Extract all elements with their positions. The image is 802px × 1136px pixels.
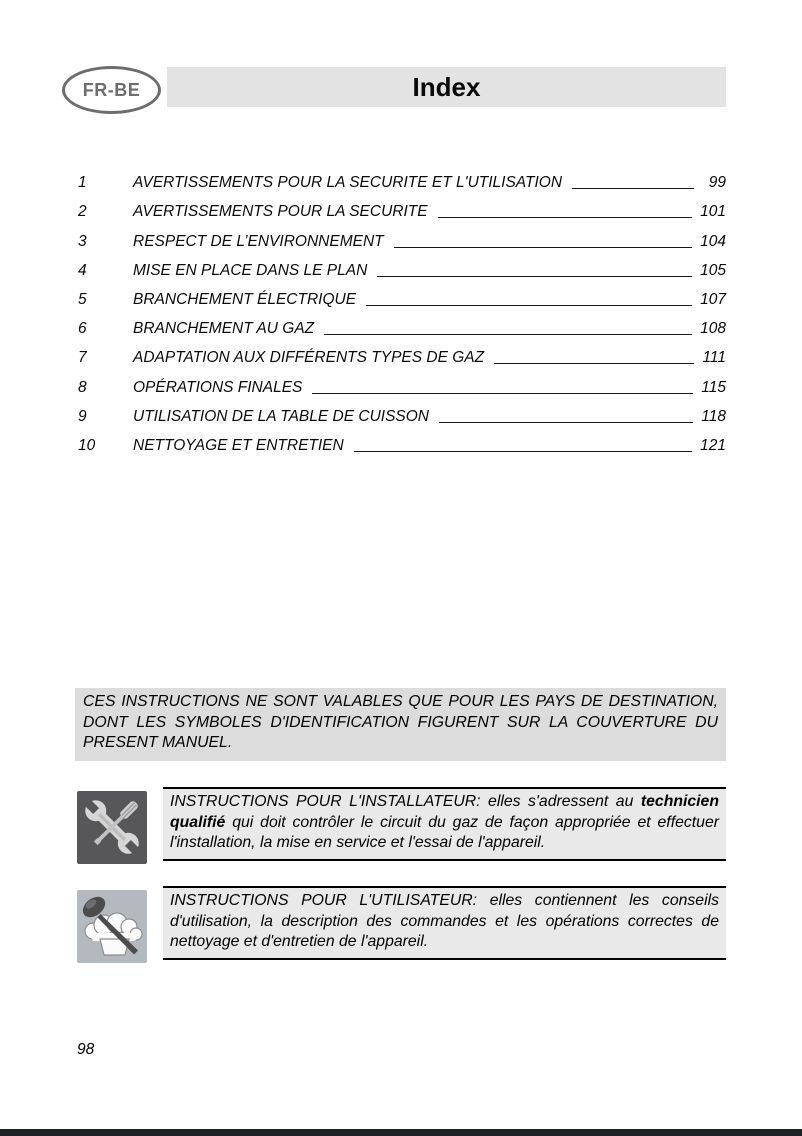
toc-row (78, 397, 726, 426)
toc-leader-line (312, 393, 693, 394)
toc-entry-number: 1 (78, 174, 87, 192)
toc-entry-number: 4 (78, 261, 87, 279)
toc-entry-page: 118 (701, 407, 726, 425)
toc-entry-number: 3 (78, 232, 87, 250)
toc-entry-page: 108 (700, 320, 726, 338)
toc-entry-page: 107 (700, 290, 726, 308)
toc-entry-title: ADAPTATION AUX DIFFÉRENTS TYPES DE GAZ (133, 349, 485, 367)
toc-row (78, 251, 726, 280)
page-number: 98 (77, 1041, 95, 1058)
installer-instructions-text-after: qui doit contrôler le circuit du gaz de façon appropriée et effectuer l'installation, la mise en service et l'essai de l'appareil. (170, 813, 719, 851)
toc-row (78, 426, 726, 455)
toc-entry-title: BRANCHEMENT AU GAZ (133, 320, 315, 338)
toc-entry-number: 9 (78, 407, 87, 425)
toc-entry-page: 115 (701, 378, 726, 396)
installer-instructions-text: INSTRUCTIONS POUR L'INSTALLATEUR: elles s'adressent au (170, 793, 641, 810)
toc-leader-line (377, 276, 692, 277)
toc-entry-title: AVERTISSEMENTS POUR LA SECURITE (133, 203, 428, 221)
language-badge-label: FR-BE (82, 79, 141, 100)
toc-entry-title: MISE EN PLACE DANS LE PLAN (133, 261, 368, 279)
language-badge (62, 66, 161, 114)
toc-leader-line (439, 422, 693, 423)
toc-entry-number: 5 (78, 290, 87, 308)
country-validity-notice (75, 688, 726, 761)
toc-leader-line (324, 334, 692, 335)
toc-entry-title: RESPECT DE L’ENVIRONNEMENT (133, 232, 384, 250)
toc-entry-page: 111 (702, 349, 726, 367)
toc-leader-line (354, 451, 692, 452)
toc-row (78, 221, 726, 250)
user-instructions-text: INSTRUCTIONS POUR L'UTILISATEUR: elles contiennent les conseils d'utilisation, la description des commandes et les opérations correctes de nettoyage et d'entretien de l'appareil. (170, 892, 719, 950)
country-validity-notice-text: CES INSTRUCTIONS NE SONT VALABLES QUE POUR LES PAYS DE DESTINATION, DONT LES SYMBOLES D'IDENTIFICATION FIGURENT SUR LA COUVERTURE DU PRESENT MANUEL. (83, 693, 718, 751)
installer-instructions-bold-text: technicien qualifié (170, 793, 719, 831)
toc-row (78, 309, 726, 338)
toc-entry-page: 105 (700, 261, 726, 279)
toc-entry-number: 2 (78, 203, 87, 221)
toc-entry-number: 8 (78, 378, 87, 396)
toc-leader-line (572, 188, 694, 189)
toc-entry-title: AVERTISSEMENTS POUR LA SECURITE ET L'UTILISATION (133, 174, 563, 192)
chef-hat-spoon-icon (77, 890, 147, 963)
toc-entry-page: 99 (708, 174, 726, 192)
toc-leader-line (438, 217, 693, 218)
toc-row (78, 192, 726, 221)
toc-entry-number: 6 (78, 320, 87, 338)
toc-row (78, 163, 726, 192)
bottom-edge-bar (0, 1129, 802, 1136)
toc-row (78, 280, 726, 309)
toc-entry-title: BRANCHEMENT ÉLECTRIQUE (133, 290, 357, 308)
toc-leader-line (494, 363, 694, 364)
toc-entry-title: OPÉRATIONS FINALES (133, 378, 303, 396)
table-of-contents (78, 163, 726, 455)
toc-entry-title: NETTOYAGE ET ENTRETIEN (133, 436, 344, 454)
toc-leader-line (394, 247, 692, 248)
toc-entry-page: 121 (700, 436, 726, 454)
toc-row (78, 367, 726, 396)
toc-entry-page: 104 (700, 232, 726, 250)
toc-entry-number: 10 (78, 436, 96, 454)
page-title: Index (412, 71, 481, 102)
toc-row (78, 338, 726, 367)
page-title-bar (167, 67, 726, 107)
user-instructions (163, 886, 726, 960)
installer-instructions (163, 787, 726, 861)
toc-leader-line (366, 305, 692, 306)
toc-entry-number: 7 (78, 349, 87, 367)
toc-entry-title: UTILISATION DE LA TABLE DE CUISSON (133, 407, 429, 425)
toc-entry-page: 101 (700, 203, 726, 221)
tools-wrench-screwdriver-icon (77, 791, 147, 864)
